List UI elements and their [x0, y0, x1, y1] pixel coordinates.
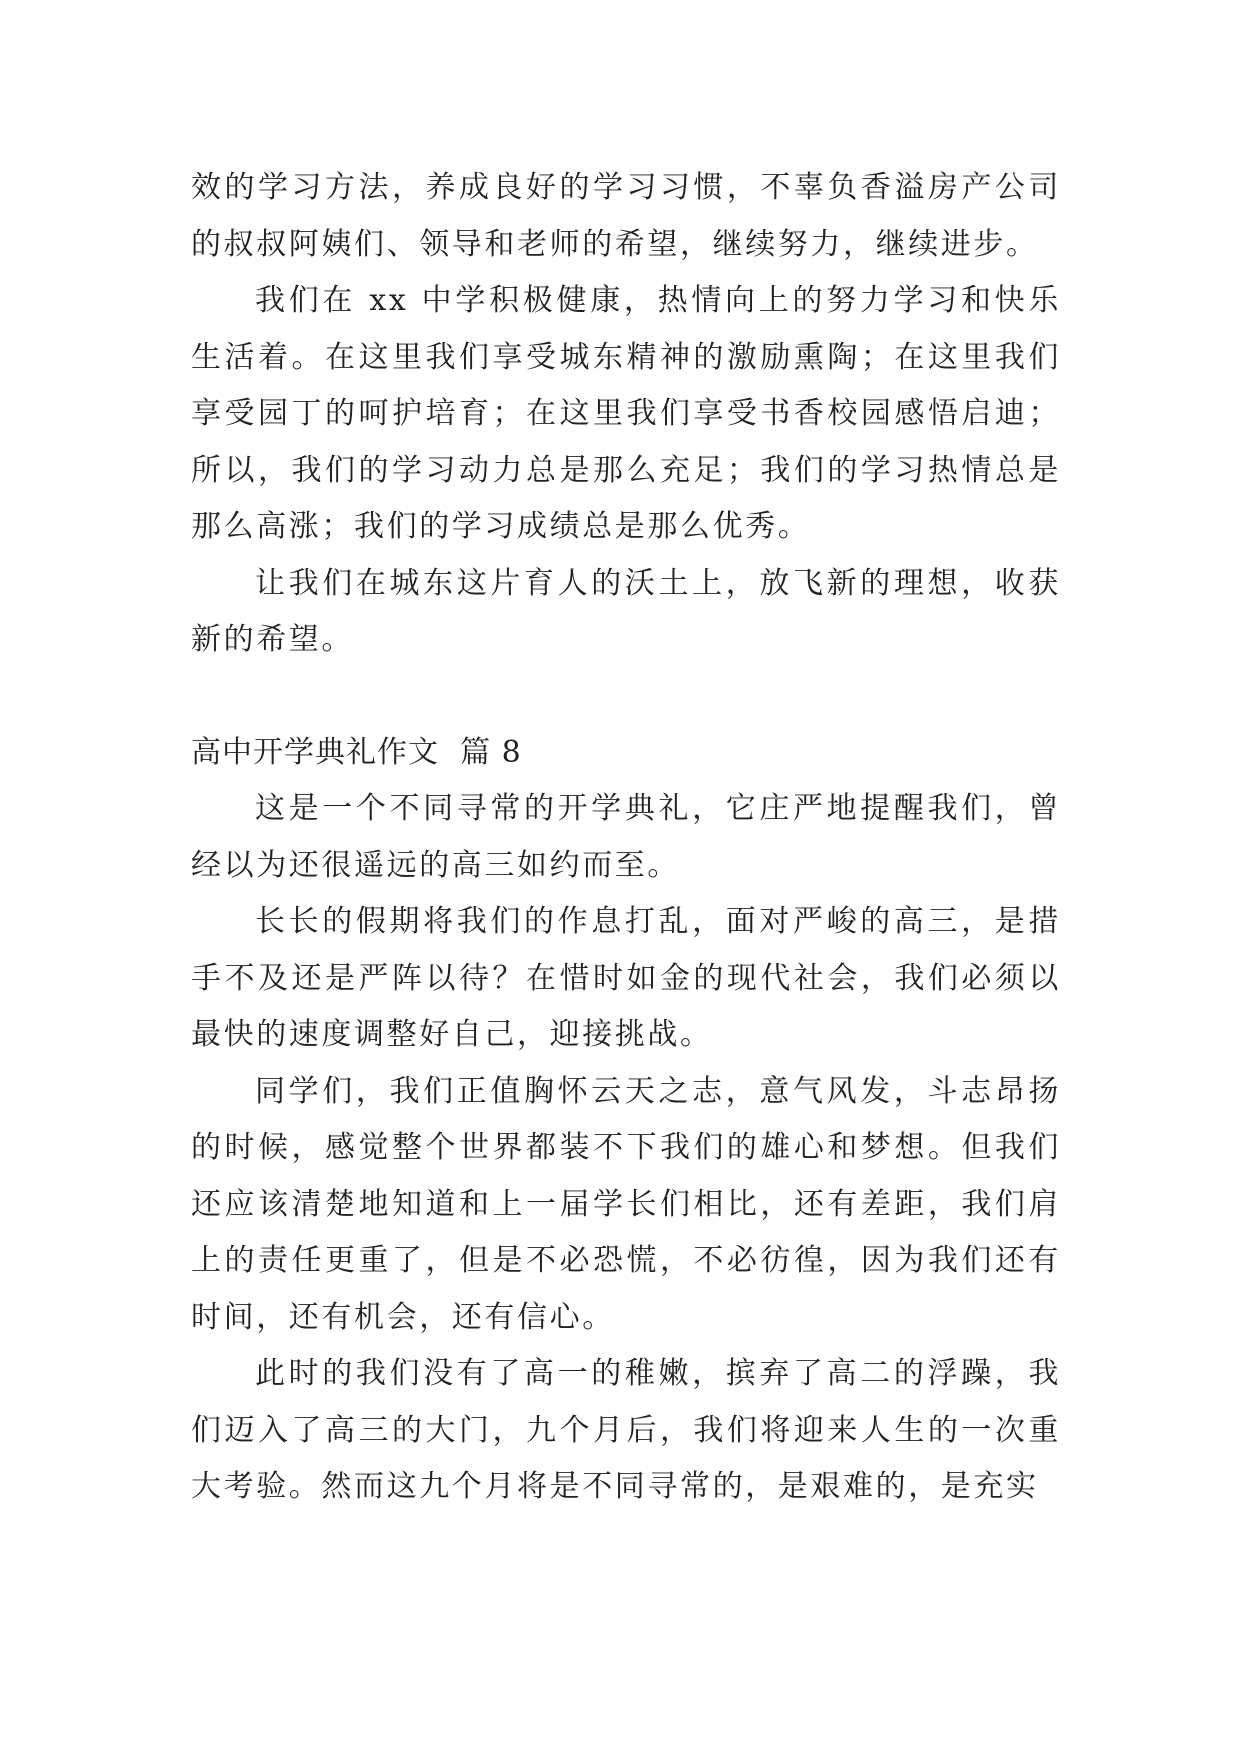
document-body: [191, 160, 1061, 1516]
paragraph: 这是一个不同寻常的开学典礼，它庄严地提醒我们，曾经以为还很遥远的高三如约而至。: [191, 791, 1061, 883]
paragraph: 我们在 xx 中学积极健康，热情向上的努力学习和快乐生活着。在这里我们享受城东精神的激励熏陶；在这里我们享受园丁的呵护培育；在这里我们享受书香校园感悟启迪；所以，我们的学习动力总是那么充足；我们的学习热情总是那么高涨；我们的学习成绩总是那么优秀。: [191, 283, 1061, 544]
paragraph: 同学们，我们正值胸怀云天之志，意气风发，斗志昂扬的时候，感觉整个世界都装不下我们的雄心和梦想。但我们还应该清楚地知道和上一届学长们相比，还有差距，我们肩上的责任更重了，但是不必恐慌，不必彷徨，因为我们还有时间，还有机会，还有信心。: [191, 1073, 1061, 1335]
paragraph: 让我们在城东这片育人的沃土上，放飞新的理想，收获新的希望。: [191, 565, 1061, 657]
paragraph: 效的学习方法，养成良好的学习习惯，不辜负香溢房产公司的叔叔阿姨们、领导和老师的希望，继续努力，继续进步。: [191, 170, 1061, 262]
section-heading: 高中开学典礼作文 篇 8: [191, 734, 522, 770]
paragraph: 长长的假期将我们的作息打乱，面对严峻的高三，是措手不及还是严阵以待？在惜时如金的现代社会，我们必须以最快的速度调整好自己，迎接挑战。: [191, 904, 1061, 1052]
paragraph: 此时的我们没有了高一的稚嫩，摈弃了高二的浮躁，我们迈入了高三的大门，九个月后，我们将迎来人生的一次重大考验。然而这九个月将是不同寻常的，是艰难的，是充实: [191, 1356, 1061, 1504]
